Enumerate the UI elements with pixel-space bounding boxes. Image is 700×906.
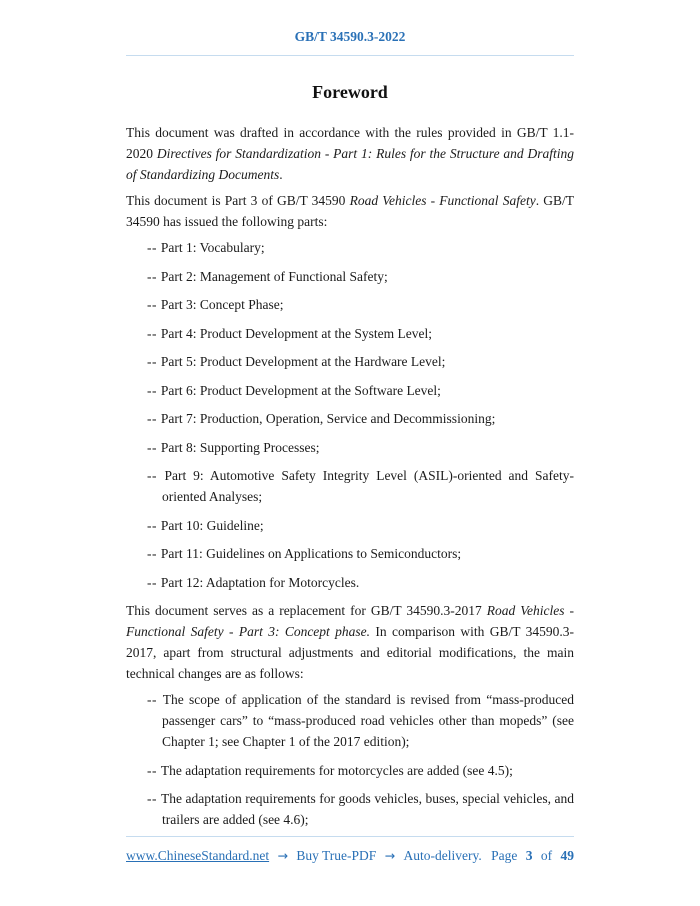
list-item-text: Part 1: Vocabulary; xyxy=(160,240,265,255)
text-run: In comparison with GB/T 34590.3-2017, apart from structural adjustments and editorial modifications, the main technical changes are as follows: xyxy=(126,624,575,681)
text-run: . GB/T 34590 has issued the following parts: xyxy=(126,193,574,229)
list-item xyxy=(126,294,574,315)
list-item-text: Part 12: Adaptation for Motorcycles. xyxy=(160,574,360,590)
list-item-text: Part 4: Product Development at the System Level; xyxy=(160,325,432,341)
list-item xyxy=(126,465,574,507)
list-item-text: Part 3: Concept Phase; xyxy=(160,297,284,312)
paragraph-drafted xyxy=(126,122,574,185)
page-content xyxy=(0,29,700,830)
list-item-marker: -- xyxy=(147,268,161,284)
footer-row xyxy=(126,848,574,864)
list-item-text: The adaptation requirements for motorcycles are added (see 4.5); xyxy=(160,762,513,778)
arrow-icon: → xyxy=(384,848,396,863)
list-item-text: Part 6: Product Development at the Software Level; xyxy=(160,382,441,398)
text-run: This document was drafted in accordance with the rules provided in GB/T 1.1-2020 xyxy=(126,125,574,161)
text-run: This document is Part 3 of GB/T 34590 xyxy=(126,193,350,208)
list-item-text: Part 9: Automotive Safety Integrity Level (ASIL)-oriented and Safety-oriented Analyses; xyxy=(162,468,574,504)
text-run: . xyxy=(279,167,283,182)
list-item-marker: -- xyxy=(147,546,161,561)
list-item xyxy=(126,323,574,344)
list-item-marker: -- xyxy=(147,240,161,255)
list-item xyxy=(126,351,574,372)
changes-list xyxy=(126,689,574,830)
list-item xyxy=(126,380,574,401)
page-number xyxy=(491,848,574,864)
text-run: This document serves as a replacement for GB/T 34590.3-2017 xyxy=(126,603,487,618)
list-item-marker: -- xyxy=(147,762,161,778)
list-item-text: Part 2: Management of Functional Safety; xyxy=(160,268,388,284)
list-item-text: Part 8: Supporting Processes; xyxy=(160,439,320,455)
italic-text-run: Road Vehicles - Functional Safety xyxy=(349,193,536,208)
buy-true-pdf-label: Buy True-PDF xyxy=(296,848,377,863)
list-item-marker: -- xyxy=(147,411,161,426)
page-word: Page xyxy=(491,848,518,863)
paragraph-part-of xyxy=(126,190,574,232)
page-total: 49 xyxy=(560,848,574,863)
list-item-marker: -- xyxy=(147,574,161,590)
list-item xyxy=(126,515,574,536)
list-item-text: The scope of application of the standard is revised from “mass-produced passenger cars” to “mass-produced road vehicles other than mopeds” (see Chapter 1; see Chapter 1 of the 2017 edition); xyxy=(162,692,574,749)
page-title: Foreword xyxy=(312,82,388,102)
list-item-marker: -- xyxy=(147,354,161,369)
italic-text-run: Directives for Standardization - Part 1: Rules for the Structure and Drafting of Standardizing Documents xyxy=(126,146,575,182)
list-item-text: The adaptation requirements for goods vehicles, buses, special vehicles, and trailers are added (see 4.6); xyxy=(161,791,574,827)
site-link[interactable]: www.ChineseStandard.net xyxy=(126,848,270,863)
list-item-marker: -- xyxy=(147,517,161,533)
list-item xyxy=(126,572,574,593)
paragraph-replacement xyxy=(126,600,574,684)
list-item-marker: -- xyxy=(147,692,163,707)
list-item-marker: -- xyxy=(147,297,161,312)
header-doc-number: GB/T 34590.3-2022 xyxy=(294,29,406,44)
list-item xyxy=(126,788,574,830)
footer-divider xyxy=(126,836,574,837)
list-item-text: Part 10: Guideline; xyxy=(160,517,264,533)
parts-list xyxy=(126,237,574,593)
footer-promo xyxy=(126,848,482,864)
header-divider xyxy=(126,55,574,56)
arrow-icon: → xyxy=(277,848,288,863)
page-current: 3 xyxy=(525,848,533,863)
list-item-marker: -- xyxy=(147,382,161,398)
list-item-marker: -- xyxy=(147,468,165,483)
list-item-text: Part 5: Product Development at the Hardware Level; xyxy=(160,354,446,369)
list-item xyxy=(126,689,574,752)
italic-text-run: Road Vehicles - Functional Safety - Part 3: Concept phase. xyxy=(126,603,574,639)
list-item xyxy=(126,237,574,258)
list-item-marker: -- xyxy=(147,791,162,806)
list-item-text: Part 11: Guidelines on Applications to Semiconductors; xyxy=(160,546,462,561)
list-item xyxy=(126,543,574,564)
of-word: of xyxy=(540,848,553,863)
auto-delivery-label: Auto-delivery. xyxy=(403,848,482,863)
list-item xyxy=(126,437,574,458)
list-item xyxy=(126,760,574,781)
list-item-text: Part 7: Production, Operation, Service and Decommissioning; xyxy=(160,411,496,426)
list-item-marker: -- xyxy=(147,439,161,455)
document-body xyxy=(126,122,574,830)
list-item xyxy=(126,408,574,429)
page-footer xyxy=(126,836,574,864)
list-item xyxy=(126,266,574,287)
list-item-marker: -- xyxy=(147,325,161,341)
